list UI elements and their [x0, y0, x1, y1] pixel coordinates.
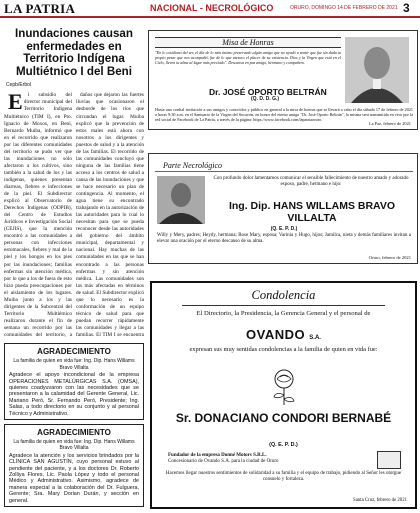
deceased-dates: (Q. D. D. G.) — [251, 96, 280, 102]
article-col-2-text: daños que dejaron las fuertes lluvias que ocasionaron el desborde de los ríos que circundan el lugar. Muiba explicó que la prevención de estos males está ahora con nosotros a los dirigentes y puestos de salud y a la atención de las familias. El recorrido de las comunidades concluyó que ninguna de las familias tiene acceso a los centros de salud a causa de las inundaciones y que se hace necesario un plan de contingencia. Al momento, el agua tiene su encontrado trabajando en la autorización de las autoridades para lo cual lo necesitan para que se pueda reconocer desde las autoridades del gobierno del ámbito municipal, departamental y nacional. Hay muchas de las comunidades en las que se han encontrado a las personas enfermas y sin atención médica. Las comunidades son las más afectadas en términos de salud. El Subdirector explicó que lo necesario es la conformación de un equipo técnico de salud para que puedan recorrer rápidamente las comunidades y llegar a las familias. El TIM I se encuentra — [76, 92, 144, 338]
condolence-notice — [150, 281, 417, 509]
title-divider — [182, 305, 385, 306]
obituary-notice — [148, 153, 418, 264]
article-col-1 — [4, 92, 72, 339]
company-suffix: S.A. — [309, 335, 321, 341]
deceased-name: Sr. DONACIANO CONDORI BERNABÉ — [175, 411, 392, 425]
article-body — [4, 92, 144, 339]
mass-intro: "En lo cotidiano del ser, el día de lo más íntimo preservado algún amigo que no ayudó a sentir que fue sin duda tu propio pesar que nos acompañó, fue de lo que atesoro el placer de su existencia. Dios y la Virgen que está en el Cielo, lleven tu alma al lugar más preciado". Descansa en paz amigo, hermano y compañero. — [155, 50, 341, 65]
thanks-body: Agradece la atención y los servicios brindados por la CLÍNICA SAN AGUSTÍN, cuyo personal estuvo al pendiente del paciente, y a los doctores Dr. Roberto Zolliya Flores, Lic. Paola López y todo el personal Médico y Administrativo. Asimismo, agradece de manera especial a la colaboración del Dr. Fulguera, Gerente; Sra. Mary Dorian Durán, y sección en general. — [9, 452, 139, 504]
article-col-1-text: l subsidio del director municipal del Territorio Indígena Multiétnico (TIM I), en Pto. Ignacio de Moxos, en Beni, Bernardo Muiba, informó que en el recorrido que realizaron por las diferentes comunidades del territorio se pudo ver que las inundaciones no sólo afectaron a los cultivos, sino también a la salud de los y las indígenas, quienes presentan diarreas, fiebres e infecciones de la piel. El Subdirector explicó al Observatorio de Derechos Indígenas (ODPIB), del Centro de Estudios Jurídicos e Investigación Social (CEJIS), que la mención encontró a las comunidades a personas con infecciones estomacales, fiebres y mal de la piel y los hongos en los pies por las inundaciones; familias enfermas sin atención médica, por lo que a los de fuera de esto hizo pueda preocupaciones por el aislamiento de los lugares. Muiba junto a los y las dirigentes de la Subcentral del Territorio Multiétnico realizaron durante el fin de semana un recorrido por las comunidades del territorio, a — [4, 92, 72, 338]
section-title: NACIONAL - NECROLÓGICO — [150, 3, 274, 13]
condolence-place: Santa Cruz, febrero de 2021 — [353, 498, 407, 503]
role-line-2: Concesionario de Ovando S.A. para la ciudad de Oruro — [168, 459, 279, 464]
mass-body: Hasta una cordial invitación a sus amigos y conocidos y público en general a la misa de honras que se llevará a cabo el día sábado 17 de febrero de 2021 a horas 9:30 a.m. en el Santuario de la Virgen del Socavón, en honor del eterno amigo "Dr. José Oporto Beltrán", la misma será transmitida en vivo por la red social de Facebook de La Patria, a través de la página: https://www.facebook.com/lapatriaoruro. — [155, 107, 413, 122]
article-column — [4, 24, 144, 510]
deceased-name: Dr. JOSÉ OPORTO BELTRÁN — [209, 87, 327, 97]
deceased-dates: (Q. E. P. D.) — [270, 226, 298, 232]
drop-cap: E — [8, 92, 23, 115]
role-line-1: Fundador de la empresa Donné Motors S.R.L. — [168, 453, 267, 458]
article-col-2 — [76, 92, 144, 339]
condolence-senders: El Directorio, la Presidencia, la Gerencia General y el personal de — [196, 310, 371, 317]
condolence-title: Condolencia — [251, 288, 316, 302]
article-headline: Inundaciones causan enfermedades en Territorio Indígena Multiétnico I del Beni — [15, 27, 133, 78]
page-header — [0, 0, 420, 18]
deceased-dates: (Q. E. P. D.) — [269, 442, 298, 448]
obituary-intro: Con profundo dolor lamentamos comunicar el sensible fallecimiento de nuestro amado y adorado esposo, padre, hermano e hijo: — [213, 176, 409, 187]
portrait-image — [157, 176, 205, 224]
obituary-banner: Parte Necrológico — [155, 161, 413, 172]
mass-place: La Paz, febrero de 2021 — [368, 121, 411, 126]
obituary-body: Willy y Mery, padres; Heydy, hermana; Rose Mary, esposa; Varinia y Hugo, hijos; Jamilca, nieta y demás familiares invitan a elevar una oración por el eterno descanso de su alma. — [157, 233, 411, 244]
article-byline: Cepb/Erbol — [6, 82, 32, 89]
deceased-name: Ing. Dip. HANS WILLAMS BRAVO VILLALTA — [228, 200, 396, 224]
rose-icon — [262, 363, 306, 407]
thanks-subtitle: La familia de quien en vida fue: Ing. Dip. Hans Willams Bravo Villalta — [13, 439, 135, 452]
obituary-place: Oruro, febrero de 2021 — [368, 255, 411, 260]
newspaper-logo: LA PATRIA — [4, 1, 76, 16]
company-logo-icon — [377, 451, 401, 469]
thanks-title: AGRADECIMIENTO — [37, 347, 111, 357]
mass-banner: Misa de Honras — [155, 37, 341, 48]
thanks-notice-omsa — [4, 343, 144, 420]
company-name — [152, 327, 415, 342]
thanks-body: Agradece el apoyo incondicional de la empresa OPERACIONES METALÚRGICAS S.A. (OMSA), quienes coadyuvaron con las necesidades que se presentaron a la calamidad del Gerente General, Lic. Mariano Peró, Sr. Fernando Peró, Presidente; Ing. Salas, a todo directorio en su conjunto y al personal Técnico y Administrativo. — [9, 372, 139, 417]
condolence-text: expresan sus muy sentidas condolencias a la familia de quien en vida fue: — [189, 346, 378, 353]
portrait-image — [345, 37, 409, 103]
page-number: 3 — [403, 1, 410, 15]
deceased-role — [168, 453, 368, 465]
company-name-text: OVANDO — [246, 327, 306, 342]
thanks-notice-clinic — [4, 424, 144, 507]
portrait-photo — [157, 176, 205, 224]
thanks-title: AGRADECIMIENTO — [37, 428, 111, 438]
issue-date: ORURO, DOMINGO 14 DE FEBRERO DE 2021 — [290, 5, 398, 11]
portrait-photo — [345, 37, 409, 103]
condolence-final: Hacemos llegar nuestros sentimientos de solidaridad a su familia y el equipo de trabajo, pidiendo al Señor les otorgue consuelo y fortaleza. — [165, 471, 402, 482]
mass-notice — [148, 30, 418, 130]
thanks-subtitle: La familia de quien en vida fue: Ing. Dip. Hans Willams Bravo Villalta — [13, 358, 135, 371]
